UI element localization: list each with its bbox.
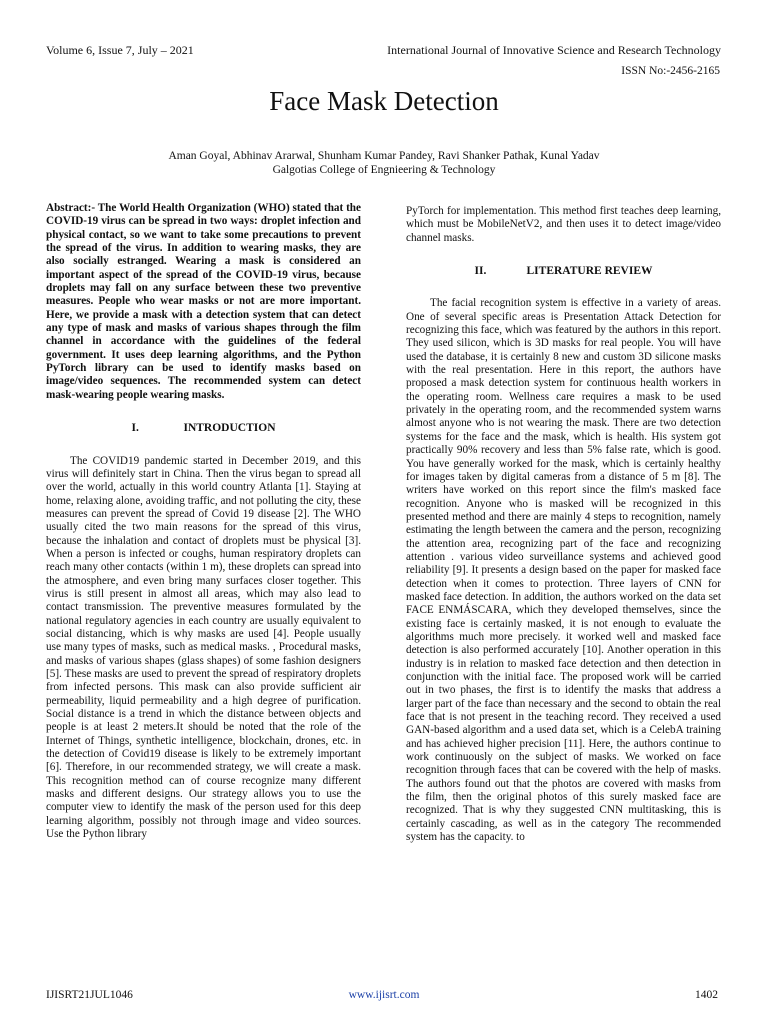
section-title: LITERATURE REVIEW [526,265,653,278]
abstract: Abstract:- The World Health Organization (WHO) stated that the COVID-19 virus can be spread in two ways: droplet infection and physical contact, so we want to take some precautions to prevent the spread of the virus. In addition to wearing masks, they are also socially estranged. Wearing a mask is considered an important aspect of the spread of the COVID-19 virus, because droplets may fall on any surface between these two preventive measures. People who wear masks or not are more important. Here, we provide a mask with a detection system that can detect any type of mask and masks of various shapes through the film channel in accordance with the guidelines of the federal government. It uses deep learning algorithms, and the Python PyTorch library can be used to identify masks based on image/video sequences. The recommended system can detect mask-wearing people wearing masks. [46,202,361,401]
website-link[interactable]: www.ijisrt.com [348,989,420,1001]
literature-review-text: The facial recognition system is effective in a variety of areas. One of several specific areas is Presentation Attack Detection for recognizing this face, which was featured by the authors in this report. They used silicon, which is 3D masks for real people. You will have used the database, it is certainly 8 new and custom 3D silicone masks with the real presentation. Here in this report, the authors have proposed a mask detection system for continuous health workers in the operating room. Wellness care requires a mask to be used privately in the operating room, and the recommended system warns almost anyone who is not wearing the mask. There are two detection systems for the face and the mask, which is health. His system got practically 90% recovery and less than 5% false rate, which is good. You have generally worked for the mask, which is certainly healthy for images taken by digital cameras from a distance of 5 m [8]. The writers have worked on this report since the film's masked face recognition. Anyone who is masked will be recognized in this presented method and there are mainly 4 steps to recognition, namely estimating the length between the camera and the person, recognizing the attention area, recognizing part of the face and recognizing attention . various video surveillance systems and achieved good reliability [9]. It presents a design based on the paper for masked face detection when it comes to protection. Three layers of CNN for masked face detection. In addition, the authors worked on the data set FACE ENMÁSCARA, which they developed themselves, since the existing face is certainly masked, it is not enough to evaluate the algorithms much more precisely. it worked well and masked face detection is also performed accurately [10]. Another operation in this industry is in relation to masked face detection and then detection in conjunction with the initial face. The proposed work will be carried out in two phases, the first is to identify the masks that address a larger part of the face than necessary and the second to obtain the real face that is not present in the teaching record. They received a used GAN-based algorithm and a used data set, which is a CelebA training and has achieved higher precision [11]. Here, the authors continue to work continuously on the subject of masks. We worked on face recognition through faces that can be covered with the help of masks. The authors found out that the photos are covered with masks from the film, then the original photos of this surely masked face are recognized. That is why they suggested CNN multitasking, this is certainly cascading, as well as in the category The recommended system has the capacity. to [406,297,721,844]
introduction-text: The COVID19 pandemic started in December 2019, and this virus will definitely start in China. Then the virus began to spread all over the world, actually in this world country Atlanta [1]. Staying at home, relaxing alone, avoiding traffic, and not polluting the city, these measures can prevent the spread of Covid 19 disease [2]. The WHO usually cited the two main reasons for the spread of this virus, because the inhalation and contact of droplets must be physical [3]. When a person is infected or coughs, human respiratory droplets can reach many other contacts (within 1 m), these droplets can spread into the atmosphere, and even bring many surfaces closer together. This virus is still present in almost all areas, which may also lead to contact transmission. The preventive measures formulated by the national regulatory agencies in each country are usually equivalent to social distancing, which is why masks are used [4]. People usually use many types of masks, such as medical masks. , Procedural masks, and masks of various shapes (glass shapes) of some fashion designers [5]. These masks are used to prevent the spread of respiratory droplets from infected persons. This mask can also provide sufficient air permeability, liquid permeability and a high degree of purification. Social distance is a trend in which the distance between objects and people is at least 2 meters.It should be noted that the role of the Internet of Things, synthetic intelligence, blockchain, drones, etc. in the detection of Covid19 disease is likely to be extremely important [6]. Therefore, in our recommended strategy, we will create a mask. This recognition method can of course recognize many different masks and different designs. Our strategy allows you to use the computer view to identify the mask of the person used for this deep learning algorithm, possibly not through image and video sources. Use the Python library [46,454,361,841]
left-column [46,202,361,841]
journal-volume: Volume 6, Issue 7, July – 2021 [46,43,194,57]
introduction-continued-text: PyTorch for implementation. This method first teaches deep learning, which must be MobileNetV2, and then uses it to detect image/video channel masks. [406,205,721,244]
section-heading-literature-review [406,265,721,278]
paper-title: Face Mask Detection [269,86,499,116]
page-number: 1402 [695,989,718,1001]
paper-id: IJISRT21JUL1046 [46,989,133,1001]
journal-name: International Journal of Innovative Science and Research Technology [387,43,721,57]
section-heading-introduction [46,422,361,435]
right-column [406,205,721,844]
author-block [0,149,768,177]
section-number: I. [131,422,139,435]
journal-issn: ISSN No:-2456-2165 [621,65,720,77]
section-title: INTRODUCTION [183,422,276,435]
author-affiliation: Galgotias College of Engnieering & Technology [272,164,496,176]
section-number: II. [474,265,487,278]
author-list: Aman Goyal, Abhinav Ararwal, Shunham Kumar Pandey, Ravi Shanker Pathak, Kunal Yadav [168,150,600,162]
